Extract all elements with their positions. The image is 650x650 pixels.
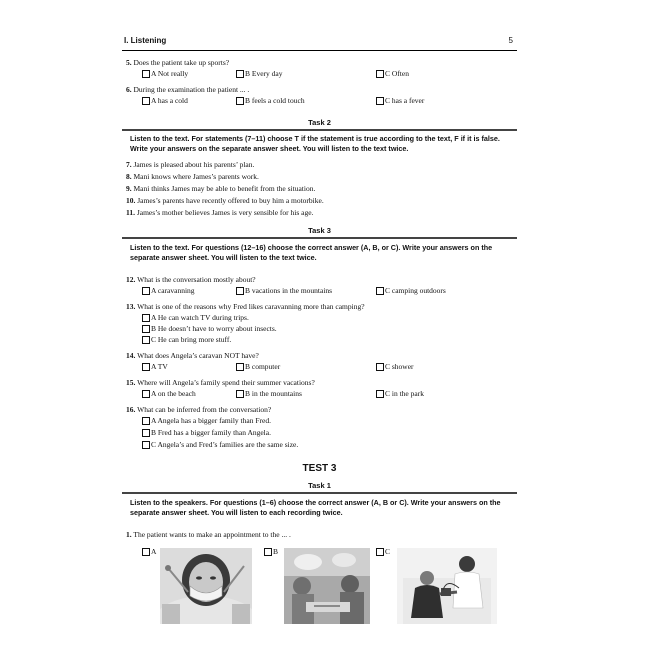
answer-option[interactable]: B in the mountains <box>236 389 302 398</box>
answer-option[interactable]: A He can watch TV during trips. <box>142 313 249 322</box>
checkbox[interactable] <box>142 287 150 295</box>
answer-option[interactable]: A Not really <box>142 69 188 78</box>
question-14: 14. What does Angela’s caravan NOT have? <box>126 351 259 360</box>
page-header <box>122 36 517 48</box>
picture-option-c[interactable]: C <box>376 547 390 556</box>
surgery-photo <box>284 548 370 624</box>
answer-option[interactable]: C Often <box>376 69 409 78</box>
statement-9: 9. Mani thinks James may be able to benefit from the situation. <box>126 184 316 193</box>
question-15: 15. Where will Angela’s family spend their summer vacations? <box>126 378 315 387</box>
question-text: During the examination the patient ... . <box>133 85 250 94</box>
task-3-instructions: Listen to the text. For questions (12–16) choose the correct answer (A, B, or C). Write your answers on the separate answer sheet. You will listen to the text twice. <box>130 243 493 262</box>
answer-option[interactable]: B Every day <box>236 69 283 78</box>
checkbox[interactable] <box>236 70 244 78</box>
checkbox[interactable] <box>142 314 150 322</box>
task-2-title: Task 2 <box>308 118 331 127</box>
question-number: 5. <box>126 58 132 67</box>
question-text: Does the patient take up sports? <box>133 58 230 67</box>
checkbox[interactable] <box>236 97 244 105</box>
test-3-rule <box>122 492 517 494</box>
task-3-rule <box>122 237 517 239</box>
dentist-photo <box>160 548 252 624</box>
checkbox[interactable] <box>376 363 384 371</box>
answer-option[interactable]: A TV <box>142 362 168 371</box>
answer-option[interactable]: B He doesn’t have to worry about insects. <box>142 324 277 333</box>
answer-option[interactable]: B Fred has a bigger family than Angela. <box>142 428 271 437</box>
checkbox[interactable] <box>236 287 244 295</box>
section-title: I. Listening <box>124 36 167 45</box>
header-rule <box>122 50 517 51</box>
test-3-task-title: Task 1 <box>308 481 331 490</box>
answer-option[interactable]: C shower <box>376 362 414 371</box>
answer-option[interactable]: B vacations in the mountains <box>236 286 332 295</box>
checkbox[interactable] <box>142 548 150 556</box>
checkbox[interactable] <box>376 390 384 398</box>
answer-option[interactable]: B computer <box>236 362 280 371</box>
question-6 <box>126 85 249 94</box>
picture-option-a[interactable]: A <box>142 547 156 556</box>
checkbox[interactable] <box>142 70 150 78</box>
checkbox[interactable] <box>376 97 384 105</box>
answer-option[interactable]: B feels a cold touch <box>236 96 305 105</box>
checkbox[interactable] <box>142 441 150 449</box>
answer-option[interactable]: C has a fever <box>376 96 424 105</box>
test-3-instructions: Listen to the speakers. For questions (1–6) choose the correct answer (A, B or C). Write your answers on the separate answer sheet. You will listen to each recording twice. <box>130 498 501 517</box>
task-3-title: Task 3 <box>308 226 331 235</box>
checkbox[interactable] <box>142 97 150 105</box>
answer-option[interactable]: A caravanning <box>142 286 195 295</box>
checkbox[interactable] <box>376 287 384 295</box>
doctor-photo <box>397 548 497 624</box>
statement-11: 11. James’s mother believes James is very sensible for his age. <box>126 208 314 217</box>
answer-option[interactable]: C in the park <box>376 389 424 398</box>
task-2-rule <box>122 129 517 131</box>
answer-option[interactable]: C He can bring more stuff. <box>142 335 231 344</box>
question-13: 13. What is one of the reasons why Fred likes caravanning more than camping? <box>126 302 365 311</box>
task-2-instructions: Listen to the text. For statements (7–11) choose T if the statement is true according to the text, F if it is false. Write your answers on the separate answer sheet. You will listen to the text twice. <box>130 134 500 153</box>
question-16: 16. What can be inferred from the conversation? <box>126 405 272 414</box>
statement-7: 7. James is pleased about his parents’ plan. <box>126 160 255 169</box>
statement-8: 8. Mani knows where James’s parents work. <box>126 172 259 181</box>
checkbox[interactable] <box>236 363 244 371</box>
question-number: 6. <box>126 85 132 94</box>
checkbox[interactable] <box>264 548 272 556</box>
answer-option[interactable]: C camping outdoors <box>376 286 446 295</box>
answer-option[interactable]: A has a cold <box>142 96 188 105</box>
checkbox[interactable] <box>142 325 150 333</box>
checkbox[interactable] <box>142 363 150 371</box>
picture-option-b[interactable]: B <box>264 547 278 556</box>
question-5 <box>126 58 229 67</box>
statement-10: 10. James’s parents have recently offered to buy him a motorbike. <box>126 196 324 205</box>
page-number: 5 <box>508 36 513 45</box>
checkbox[interactable] <box>142 336 150 344</box>
checkbox[interactable] <box>142 417 150 425</box>
test-3-question-1: 1. The patient wants to make an appointment to the ... . <box>126 530 291 539</box>
test-3-title: TEST 3 <box>302 463 337 474</box>
checkbox[interactable] <box>236 390 244 398</box>
checkbox[interactable] <box>142 390 150 398</box>
question-12: 12. What is the conversation mostly about? <box>126 275 256 284</box>
checkbox[interactable] <box>142 429 150 437</box>
answer-option[interactable]: A Angela has a bigger family than Fred. <box>142 416 271 425</box>
checkbox[interactable] <box>376 548 384 556</box>
worksheet-page <box>122 30 517 640</box>
checkbox[interactable] <box>376 70 384 78</box>
answer-option[interactable]: C Angela’s and Fred’s families are the same size. <box>142 440 298 449</box>
answer-option[interactable]: A on the beach <box>142 389 196 398</box>
